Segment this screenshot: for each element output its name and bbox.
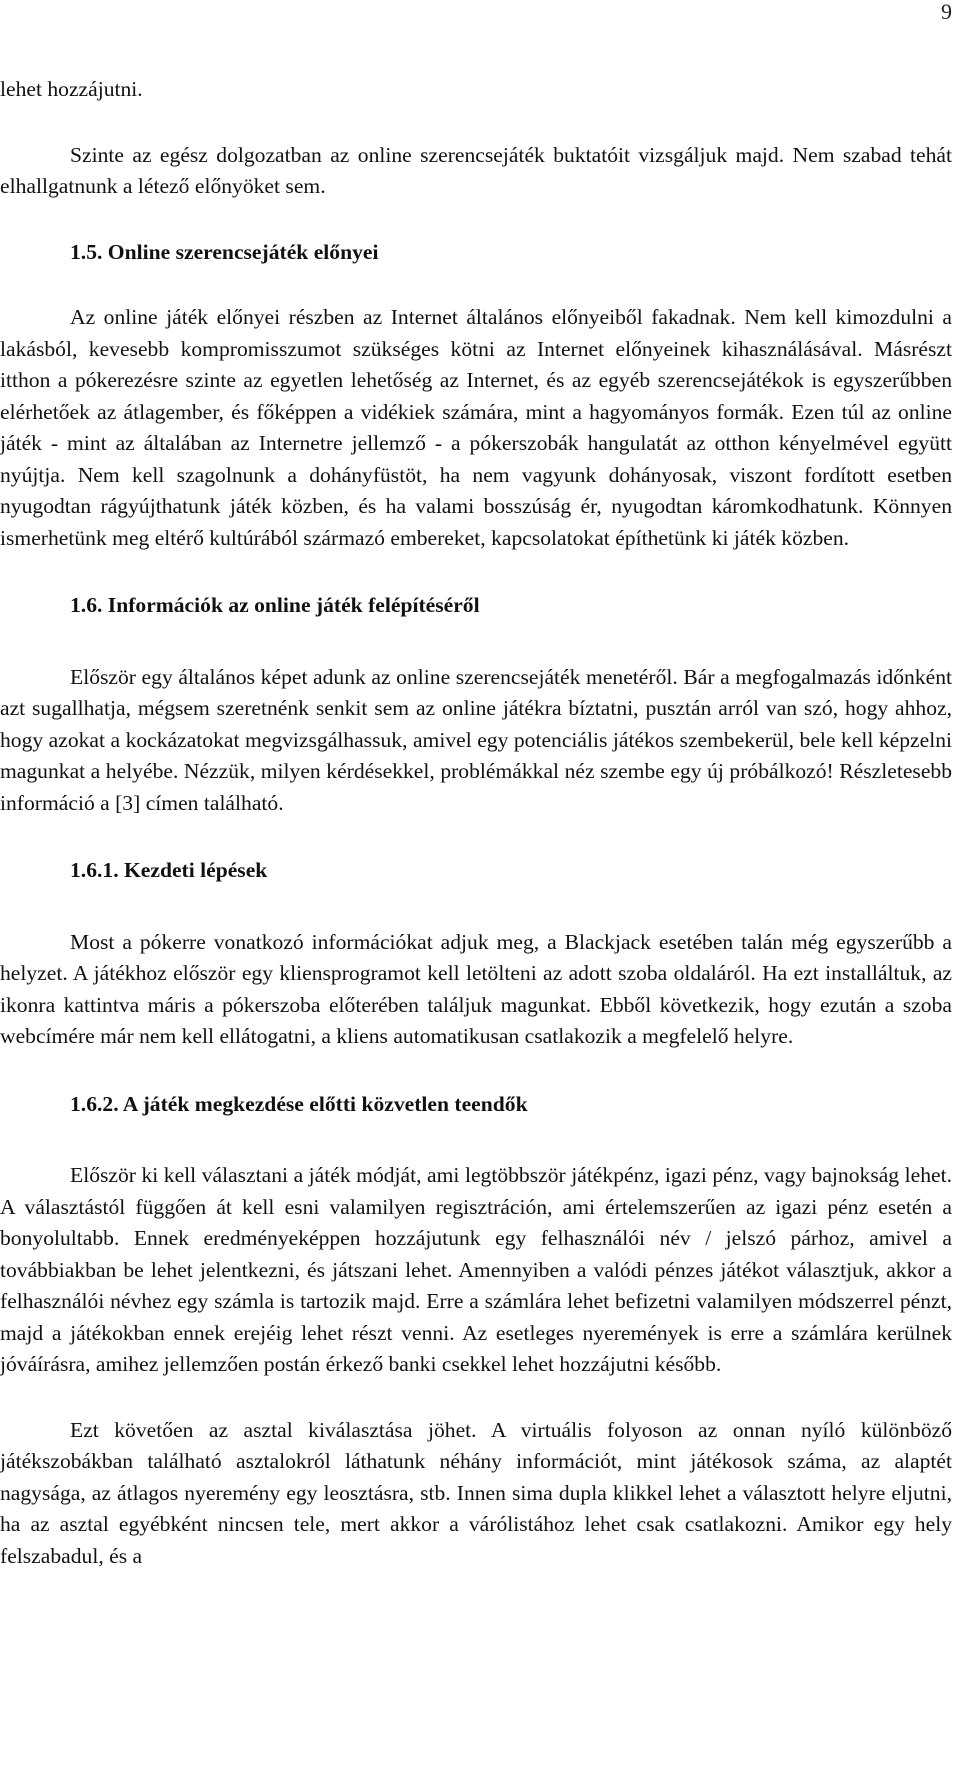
paragraph-before-game: Először ki kell választani a játék módját, ami legtöbbször játékpénz, igazi pénz, vagy bajnokság lehet. A választástól függően át kell esni valamilyen regisztráción, ami értelemszerűen az igazi pénz esetén a bonyolultabb. Ennek eredményeképpen hozzájutunk egy felhasználói név / jelszó párhoz, amivel a továbbiakban be lehet jelentkezni, és játszani lehet. Amennyiben a valódi pénzes játékot választjuk, akkor a felhasználói névhez egy számla is tartozik majd. Erre a számlára lehet befizetni valamilyen módszerrel pénzt, majd a játékokban ennek erejéig lehet részt venni. Az esetleges nyeremények is erre a számlára kerülnek jóváírásra, amihez jellemzően postán érkező banki csekkel lehet hozzájutni később. xyxy=(0,1163,952,1376)
paragraph-first-steps: Most a pókerre vonatkozó információkat adjuk meg, a Blackjack esetében talán még egyszerűbb a helyzet. A játékhoz először egy kliensprogramot kell letölteni az adott szoba oldaláról. Ha ezt installáltuk, az ikonra kattintva máris a pókerszoba előterében találjuk magunkat. Ebből következik, hogy ezután a szoba webcímére már nem kell ellátogatni, a kliens automatikusan csatlakozik a megfelelő helyre. xyxy=(0,929,952,1048)
paragraph-table-selection: Ezt követően az asztal kiválasztása jöhet. A virtuális folyoson az onnan nyíló különböző játékszobákban található asztalokról láthatunk néhány információt, mint játékosok száma, az alaptét nagysága, az átlagos nyeremény egy leosztásra, stb. Innen sima dupla klikkel lehet a választott helyre eljutni, ha az asztal egyébként nincsen tele, mert akkor a várólistához lehet csak csatlakozni. Amikor egy hely felszabadul, és a xyxy=(0,1417,952,1568)
page-body xyxy=(0,74,952,1572)
paragraph-intro: Szinte az egész dolgozatban az online szerencsejáték buktatóit vizsgáljuk majd. Nem szabad tehát elhallgatnunk a létező előnyöket sem. xyxy=(0,142,952,198)
section-heading-1-6-1: 1.6.1. Kezdeti lépések xyxy=(70,858,268,882)
page-number: 9 xyxy=(941,0,952,24)
paragraph-overview: Először egy általános képet adunk az online szerencsejáték menetéről. Bár a megfogalmazás időnként azt sugallhatja, mégsem szeretnénk senkit sem az online játékra bíztatni, pusztán arról van szó, hogy ahhoz, hogy azokat a kockázatokat megvizsgálhassuk, amivel egy potenciális játékos szembekerül, bele kell képzelni magunkat a helyébe. Nézzük, milyen kérdésekkel, problémákkal néz szembe egy új próbálkozó! Részletesebb információ a [3] címen található. xyxy=(0,664,952,815)
section-heading-1-6: 1.6. Információk az online játék felépítéséről xyxy=(70,593,480,617)
section-heading-1-5: 1.5. Online szerencsejáték előnyei xyxy=(70,239,379,264)
paragraph-advantages: Az online játék előnyei részben az Internet általános előnyeiből fakadnak. Nem kell kimozdulni a lakásból, kevesebb kompromisszumot szükséges kötni az Internet előnyeinek kihasználásával. Másrészt itthon a pókerezésre szinte az egyetlen lehetőség az Internet, és az egyéb szerencsejátékok is egyszerűbben elérhetőek az átlagember, és főképpen a vidékiek számára, mint a hagyományos formák. Ezen túl az online játék - mint az általában az Internetre jellemző - a pókerszobák hangulatát az otthon kényelmével együtt nyújtja. Nem kell szagolnunk a dohányfüstöt, ha nem vagyunk dohányosak, viszont fordított esetben nyugodtan rágyújthatunk játék közben, és ha valami bosszúság ér, nyugodtan káromkodhatunk. Könnyen ismerhetünk meg eltérő kultúrából származó embereket, kapcsolatokat építhetünk ki játék közben. xyxy=(0,305,952,550)
section-heading-1-6-2: 1.6.2. A játék megkezdése előtti közvetlen teendők xyxy=(70,1091,528,1116)
paragraph-continuation: lehet hozzájutni. xyxy=(0,77,143,101)
